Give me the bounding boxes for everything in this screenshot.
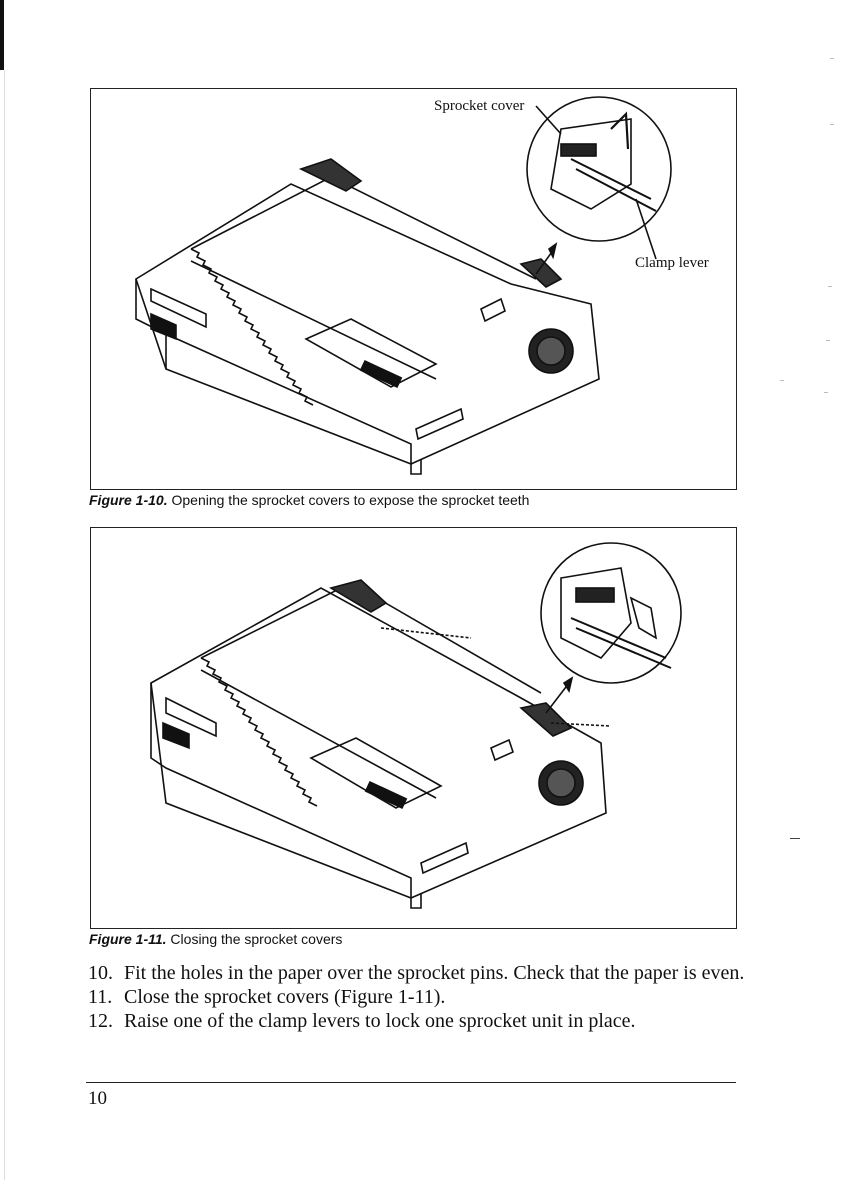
figure-label: Figure 1-10. bbox=[89, 492, 168, 508]
step-number: 12. bbox=[88, 1010, 113, 1032]
binding-mark bbox=[0, 0, 4, 70]
clamp-lever-callout: Clamp lever bbox=[635, 255, 709, 271]
scan-edge bbox=[4, 70, 5, 1180]
scan-speck bbox=[790, 838, 800, 839]
figure-1-11-caption bbox=[89, 931, 342, 947]
instruction-steps bbox=[88, 962, 748, 1034]
sprocket-cover-callout: Sprocket cover bbox=[434, 98, 525, 114]
figure-label: Figure 1-11. bbox=[89, 931, 167, 947]
step-number: 11. bbox=[88, 986, 113, 1008]
scan-speck bbox=[826, 340, 830, 341]
step-text: Fit the holes in the paper over the sprocket pins. Check that the paper is even. bbox=[124, 962, 745, 984]
step-10 bbox=[88, 962, 748, 984]
printer-illustration-open bbox=[91, 89, 736, 489]
step-number: 10. bbox=[88, 962, 113, 984]
step-text: Close the sprocket covers (Figure 1-11). bbox=[124, 986, 446, 1008]
figure-1-10-caption bbox=[89, 492, 529, 508]
printer-illustration-closed bbox=[91, 528, 736, 928]
figure-caption-text: Closing the sprocket covers bbox=[166, 931, 343, 947]
step-text: Raise one of the clamp levers to lock one sprocket unit in place. bbox=[124, 1010, 636, 1032]
scan-speck bbox=[830, 58, 834, 59]
page-number: 10 bbox=[88, 1088, 107, 1109]
step-12 bbox=[88, 1010, 748, 1032]
figure-caption-text: Opening the sprocket covers to expose the sprocket teeth bbox=[167, 492, 530, 508]
scan-speck bbox=[824, 392, 828, 393]
figure-1-11 bbox=[90, 527, 737, 929]
scan-speck bbox=[828, 286, 832, 287]
scan-speck bbox=[830, 124, 834, 125]
footer-rule bbox=[86, 1082, 736, 1083]
scan-speck bbox=[780, 380, 784, 381]
figure-1-10 bbox=[90, 88, 737, 490]
step-11 bbox=[88, 986, 748, 1008]
